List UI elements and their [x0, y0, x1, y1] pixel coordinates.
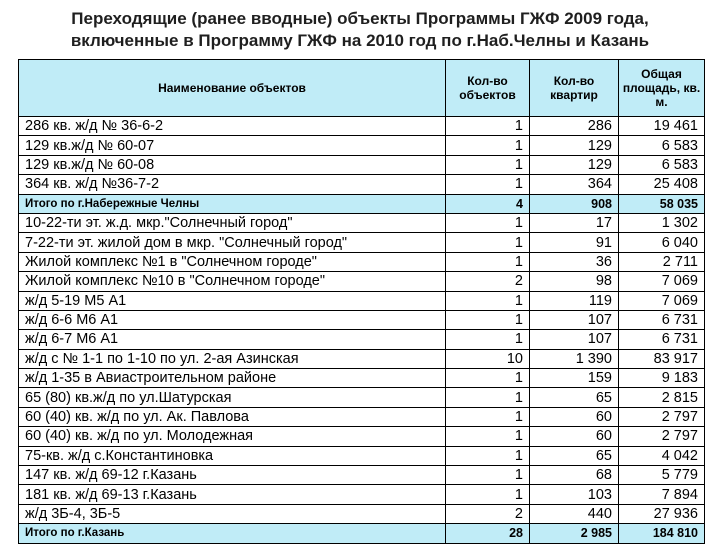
- table-row: [19, 504, 705, 523]
- cell-area: 6 040: [619, 233, 705, 252]
- cell-area: 58 035: [619, 194, 705, 213]
- cell-name: 60 (40) кв. ж/д по ул. Молодежная: [19, 427, 446, 446]
- cell-apartments: 2 985: [530, 524, 619, 543]
- cell-name: ж/д 6-7 М6 А1: [19, 330, 446, 349]
- cell-objects: 1: [446, 213, 530, 232]
- cell-apartments: 65: [530, 388, 619, 407]
- cell-objects: 1: [446, 388, 530, 407]
- cell-area: 2 797: [619, 407, 705, 426]
- title-line-1: Переходящие (ранее вводные) объекты Программы ГЖФ 2009 года,: [71, 9, 649, 28]
- cell-objects: 28: [446, 524, 530, 543]
- cell-area: 6 731: [619, 330, 705, 349]
- cell-area: 184 810: [619, 524, 705, 543]
- cell-objects: 1: [446, 466, 530, 485]
- cell-area: 9 183: [619, 369, 705, 388]
- cell-name: ж/д 1-35 в Авиастроительном районе: [19, 369, 446, 388]
- cell-objects: 1: [446, 369, 530, 388]
- cell-area: 19 461: [619, 117, 705, 136]
- cell-name: 75-кв. ж/д с.Константиновка: [19, 446, 446, 465]
- cell-apartments: 68: [530, 466, 619, 485]
- header-apartments: Кол-во квартир: [530, 60, 619, 117]
- cell-name: ж/д с № 1-1 по 1-10 по ул. 2-ая Азинская: [19, 349, 446, 368]
- cell-area: 7 069: [619, 291, 705, 310]
- table-row: [19, 117, 705, 136]
- cell-name: ж/д 6-6 М6 А1: [19, 310, 446, 329]
- cell-objects: 1: [446, 485, 530, 504]
- total-row: [19, 524, 705, 543]
- table-row: [19, 407, 705, 426]
- cell-area: 6 583: [619, 136, 705, 155]
- cell-objects: 1: [446, 330, 530, 349]
- cell-apartments: 17: [530, 213, 619, 232]
- table-row: [19, 155, 705, 174]
- table-row: [19, 349, 705, 368]
- cell-name: 7-22-ти эт. жилой дом в мкр. "Солнечный город": [19, 233, 446, 252]
- cell-name: Итого по г.Казань: [19, 524, 446, 543]
- cell-area: 6 731: [619, 310, 705, 329]
- cell-apartments: 107: [530, 330, 619, 349]
- cell-name: 129 кв.ж/д № 60-08: [19, 155, 446, 174]
- table-header-row: [19, 60, 705, 117]
- cell-name: 60 (40) кв. ж/д по ул. Ак. Павлова: [19, 407, 446, 426]
- title-line-2: включенные в Программу ГЖФ на 2010 год по г.Наб.Челны и Казань: [70, 31, 650, 50]
- table-row: [19, 213, 705, 232]
- cell-name: Жилой комплекс №10 в "Солнечном городе": [19, 272, 446, 291]
- cell-objects: 1: [446, 136, 530, 155]
- table-row: [19, 388, 705, 407]
- cell-name: 181 кв. ж/д 69-13 г.Казань: [19, 485, 446, 504]
- table-row: [19, 310, 705, 329]
- cell-objects: 1: [446, 407, 530, 426]
- cell-apartments: 98: [530, 272, 619, 291]
- cell-apartments: 60: [530, 427, 619, 446]
- cell-area: 25 408: [619, 175, 705, 194]
- cell-area: 5 779: [619, 466, 705, 485]
- header-name: Наименование объектов: [19, 60, 446, 117]
- table-row: [19, 291, 705, 310]
- cell-apartments: 119: [530, 291, 619, 310]
- cell-name: Жилой комплекс №1 в "Солнечном городе": [19, 252, 446, 271]
- cell-apartments: 60: [530, 407, 619, 426]
- cell-area: 4 042: [619, 446, 705, 465]
- cell-name: 364 кв. ж/д №36-7-2: [19, 175, 446, 194]
- table-row: [19, 272, 705, 291]
- cell-apartments: 107: [530, 310, 619, 329]
- cell-objects: 4: [446, 194, 530, 213]
- cell-apartments: 364: [530, 175, 619, 194]
- cell-area: 2 815: [619, 388, 705, 407]
- cell-area: 1 302: [619, 213, 705, 232]
- cell-name: 147 кв. ж/д 69-12 г.Казань: [19, 466, 446, 485]
- cell-apartments: 1 390: [530, 349, 619, 368]
- cell-area: 6 583: [619, 155, 705, 174]
- cell-objects: 1: [446, 117, 530, 136]
- cell-apartments: 91: [530, 233, 619, 252]
- cell-area: 27 936: [619, 504, 705, 523]
- cell-apartments: 129: [530, 136, 619, 155]
- cell-name: ж/д 5-19 М5 А1: [19, 291, 446, 310]
- cell-name: 129 кв.ж/д № 60-07: [19, 136, 446, 155]
- cell-apartments: 286: [530, 117, 619, 136]
- cell-area: 2 711: [619, 252, 705, 271]
- cell-apartments: 908: [530, 194, 619, 213]
- table-row: [19, 446, 705, 465]
- cell-objects: 1: [446, 155, 530, 174]
- cell-name: Итого по г.Набережные Челны: [19, 194, 446, 213]
- table-row: [19, 330, 705, 349]
- table-row: [19, 252, 705, 271]
- table-row: [19, 466, 705, 485]
- cell-name: 286 кв. ж/д № 36-6-2: [19, 117, 446, 136]
- cell-objects: 10: [446, 349, 530, 368]
- header-area: Общая площадь, кв. м.: [619, 60, 705, 117]
- cell-apartments: 103: [530, 485, 619, 504]
- cell-area: 7 894: [619, 485, 705, 504]
- table-body: [19, 117, 705, 544]
- cell-objects: 1: [446, 291, 530, 310]
- table-row: [19, 369, 705, 388]
- cell-name: ж/д 3Б-4, 3Б-5: [19, 504, 446, 523]
- cell-objects: 1: [446, 233, 530, 252]
- cell-objects: 1: [446, 427, 530, 446]
- cell-name: 10-22-ти эт. ж.д. мкр."Солнечный город": [19, 213, 446, 232]
- cell-name: 65 (80) кв.ж/д по ул.Шатурская: [19, 388, 446, 407]
- cell-objects: 2: [446, 504, 530, 523]
- cell-objects: 1: [446, 252, 530, 271]
- header-objects: Кол-во объектов: [446, 60, 530, 117]
- table-row: [19, 136, 705, 155]
- cell-apartments: 65: [530, 446, 619, 465]
- cell-objects: 1: [446, 310, 530, 329]
- cell-objects: 1: [446, 446, 530, 465]
- page-title: [0, 8, 720, 52]
- cell-apartments: 36: [530, 252, 619, 271]
- table-row: [19, 175, 705, 194]
- cell-objects: 2: [446, 272, 530, 291]
- cell-apartments: 129: [530, 155, 619, 174]
- cell-area: 2 797: [619, 427, 705, 446]
- cell-area: 83 917: [619, 349, 705, 368]
- objects-table: [18, 59, 705, 544]
- table-row: [19, 233, 705, 252]
- cell-apartments: 159: [530, 369, 619, 388]
- table-row: [19, 485, 705, 504]
- cell-area: 7 069: [619, 272, 705, 291]
- cell-objects: 1: [446, 175, 530, 194]
- total-row: [19, 194, 705, 213]
- cell-apartments: 440: [530, 504, 619, 523]
- table-row: [19, 427, 705, 446]
